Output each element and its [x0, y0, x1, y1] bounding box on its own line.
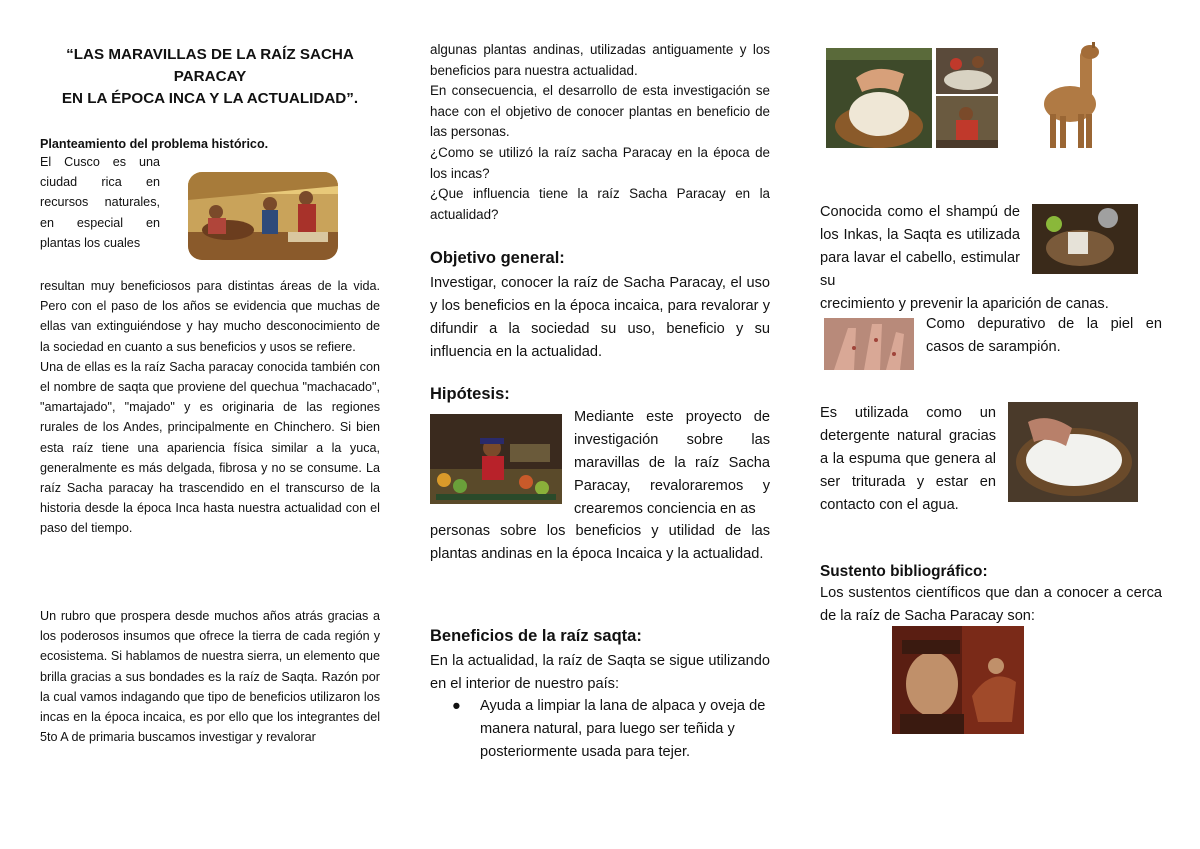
benefits-heading: Beneficios de la raíz saqta: [430, 627, 642, 645]
hypothesis-rest-text: personas sobre los beneficios y utilidad de las plantas andinas en la época Incaica y la actualidad. [430, 523, 770, 562]
detergent-text: Es utilizada como un detergente natural gracias a la espuma que genera al ser triturada y estar en contacto con el agua. [820, 405, 996, 513]
inca-portrait-image [892, 626, 1024, 734]
detergent-image [1008, 402, 1138, 502]
bibliography-heading: Sustento bibliográfico: [820, 563, 988, 580]
saqta-hands-illustration [826, 48, 932, 148]
benefits-text: En la actualidad, la raíz de Saqta se sigue utilizando en el interior de nuestro país: [430, 653, 770, 692]
problem-paragraph-2: Una de ellas es la raíz Sacha paracay conocida también con el nombre de saqta que proviene del quechua "machacado", "amartajado", "majado" y es originaria de las regiones rurales de los Andes, principalmente en Chinchero. Si bien esta raíz tiene una apariencia física similar a la yuca, generalmente es más delgada, fibrosa y no se consume. La raíz Sacha paracay ha trascendido en el transcurso de la historia desde la época Inca hasta nuestra actualidad con el paso del tiempo. [40, 359, 380, 536]
benefit-1-text: Ayuda a limpiar la lana de alpaca y oveja de manera natural, para luego ser teñida y posteriormente usada para tejer. [480, 698, 766, 760]
continuation-text [430, 40, 770, 225]
washing-image [936, 48, 998, 94]
continuation-paragraph: algunas plantas andinas, utilizadas antiguamente y los beneficios para nuestra actualidad. [430, 42, 770, 78]
shampoo-image [1032, 204, 1138, 274]
document-title [40, 44, 380, 110]
intro-text: El Cusco es una ciudad rica en recursos naturales, en especial en plantas los cuales [40, 155, 160, 250]
problem-paragraph [40, 276, 380, 539]
skin-image [824, 318, 914, 370]
alpaca-image [1024, 42, 1108, 152]
title-line-1: “LAS MARAVILLAS DE LA RAÍZ SACHA [66, 46, 354, 63]
bibliography-text: Los sustentos científicos que dan a conocer a cerca de la raíz de Sacha Paracay son: [820, 585, 1162, 624]
weaver-image [936, 96, 998, 148]
washing-illustration [936, 48, 998, 94]
title-line-2: PARACAY [173, 68, 247, 85]
inca-scene-illustration [188, 172, 338, 260]
inca-portrait-illustration [892, 626, 1024, 734]
consequence-paragraph: En consecuencia, el desarrollo de esta investigación se hace con el objetivo de conocer plantas en beneficio de las personas. [430, 83, 770, 140]
problem-subtitle: Planteamiento del problema histórico. [40, 137, 269, 151]
andean-market-illustration [430, 414, 562, 504]
context-paragraph: Un rubro que prospera desde muchos años atrás gracias a los poderosos insumos que ofrece la tierra de cada región y ecosistema. Si hablamos de nuestra sierra, un elemento que brilla gracias a sus bondades es la raíz de Saqta. Razón por la cual vamos indagando que tipo de beneficios utilizaron los incas en la época incaica, es por ello que los integrantes del 5to A de primaria buscamos investigar y revalorar [40, 609, 380, 745]
foam-bowl-illustration [1008, 402, 1138, 502]
market-image [430, 414, 562, 504]
skin-text: Como depurativo de la piel en casos de sarampión. [926, 316, 1162, 355]
skin-hands-illustration [824, 318, 914, 370]
objective-heading: Objetivo general: [430, 249, 565, 267]
hypothesis-side-text: Mediante este proyecto de investigación sobre las maravillas de la raíz Sacha Paracay, revaloraremos y crearemos conciencia en as [574, 409, 770, 517]
research-question-2: ¿Que influencia tiene la raíz Sacha Paracay en la actualidad? [430, 186, 770, 222]
weaver-illustration [936, 96, 998, 148]
research-question-1: ¿Como se utilizó la raíz sacha Paracay en la época de los incas? [430, 144, 770, 181]
objective-text: Investigar, conocer la raíz de Sacha Paracay, el uso y los beneficios en la época incaica, para revalorar y difundir a la sociedad su uso, beneficio y su influencia en la actualidad. [430, 275, 770, 360]
benefits-list [452, 695, 770, 764]
saqta-hands-image [826, 48, 932, 148]
problem-paragraph-1: resultan muy beneficiosos para distintas áreas de la vida. Pero con el paso de los años se evidencia que muchas de ellas van extinguiéndose y hay mucho desconocimiento de la sociedad en cuanto a sus beneficios y usos se refiere. [40, 279, 380, 354]
shampoo-text: Conocida como el shampú de los Inkas, la Saqta es utilizada para lavar el cabello, estimular su [820, 204, 1020, 289]
title-line-3: EN LA ÉPOCA INCA Y LA ACTUALIDAD”. [61, 90, 359, 107]
hypothesis-heading: Hipótesis: [430, 385, 510, 403]
inca-scene-image [188, 172, 338, 260]
list-item [452, 695, 770, 764]
shampoo-illustration [1032, 204, 1138, 274]
bullet-icon: ● [452, 698, 461, 714]
shampoo-rest-text: crecimiento y prevenir la aparición de canas. [820, 296, 1109, 312]
alpaca-illustration [1024, 42, 1108, 152]
